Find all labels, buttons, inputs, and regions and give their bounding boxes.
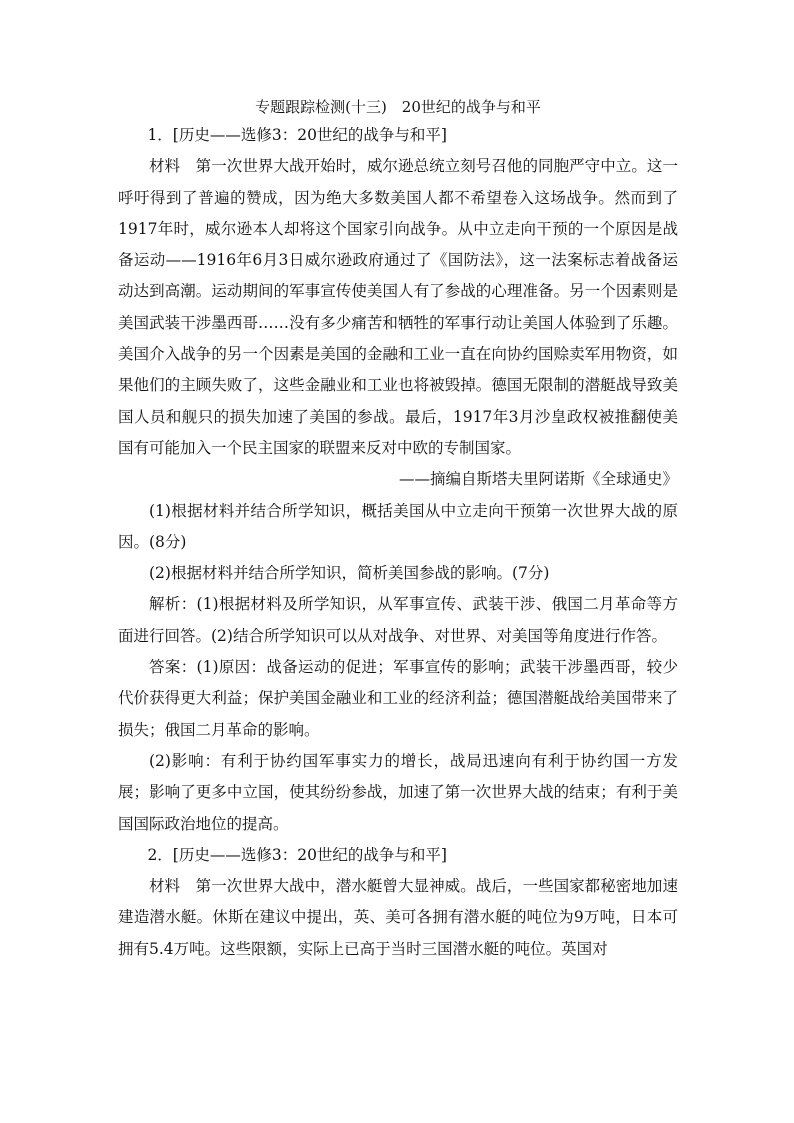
document-page (118, 96, 678, 965)
question-1-sub-1: (1)根据材料并结合所学知识，概括美国从中立走向干预第一次世界大战的原因。(8分) (118, 501, 678, 551)
page-title: 专题跟踪检测(十三) 20世纪的战争与和平 (255, 98, 541, 116)
question-1-analysis: 解析：(1)根据材料及所学知识，从军事宣传、武装干涉、俄国二月革命等方面进行回答。(2)结合所学知识可以从对战争、对世界、对美国等角度进行作答。 (118, 595, 678, 645)
question-2-heading: 2．[历史——选修3：20世纪的战争与和平] (147, 845, 447, 864)
question-1-answer-1: 答案：(1)原因：战备运动的促进；军事宣传的影响；武装干涉墨西哥，较少代价获得更大利益；保护美国金融业和工业的经济利益；德国潜艇战给美国带来了损失；俄国二月革命的影响。 (118, 658, 678, 739)
question-1-sub-2: (2)根据材料并结合所学知识，简析美国参战的影响。(7分) (149, 564, 550, 583)
question-1-material: 材料 第一次世界大战开始时，威尔逊总统立刻号召他的同胞严守中立。这一呼吁得到了普遍的赞成，因为绝大多数美国人都不希望卷入这场战争。然而到了1917年时，威尔逊本人却将这个国家引向战争。从中立走向干预的一个原因是战备运动——1916年6月3日威尔逊政府通过了《国防法》，这一法案标志着战备运动达到高潮。运动期间的军事宣传使美国人有了参战的心理准备。另一个因素则是美国武装干涉墨西哥……没有多少痛苦和牺牲的军事行动让美国人体验到了乐趣。美国介入战争的另一个因素是美国的金融和工业一直在向协约国赊卖军用物资，如果他们的主顾失败了，这些金融业和工业也将被毁掉。德国无限制的潜艇战导致美国人员和舰只的损失加速了美国的参战。最后，1917年3月沙皇政权被推翻使美国有可能加入一个民主国家的联盟来反对中欧的专制国家。 (118, 157, 678, 457)
question-1-answer-2: (2)影响：有利于协约国军事实力的增长，战局迅速向有利于协约国一方发展；影响了更多中立国，使其纷纷参战，加速了第一次世界大战的结束；有利于美国国际政治地位的提高。 (118, 751, 678, 833)
question-1-heading: 1．[历史——选修3：20世纪的战争与和平] (147, 126, 447, 144)
question-2-material: 材料 第一次世界大战中，潜水艇曾大显神威。战后，一些国家都秘密地加速建造潜水艇。休斯在建议中提出，英、美可各拥有潜水艇的吨位为9万吨，日本可拥有5.4万吨。这些限额，实际上已高于当时三国潜水艇的吨位。英国对 (118, 877, 678, 958)
question-1-source: ——摘编自斯塔夫里阿诺斯《全球通史》 (398, 470, 678, 489)
